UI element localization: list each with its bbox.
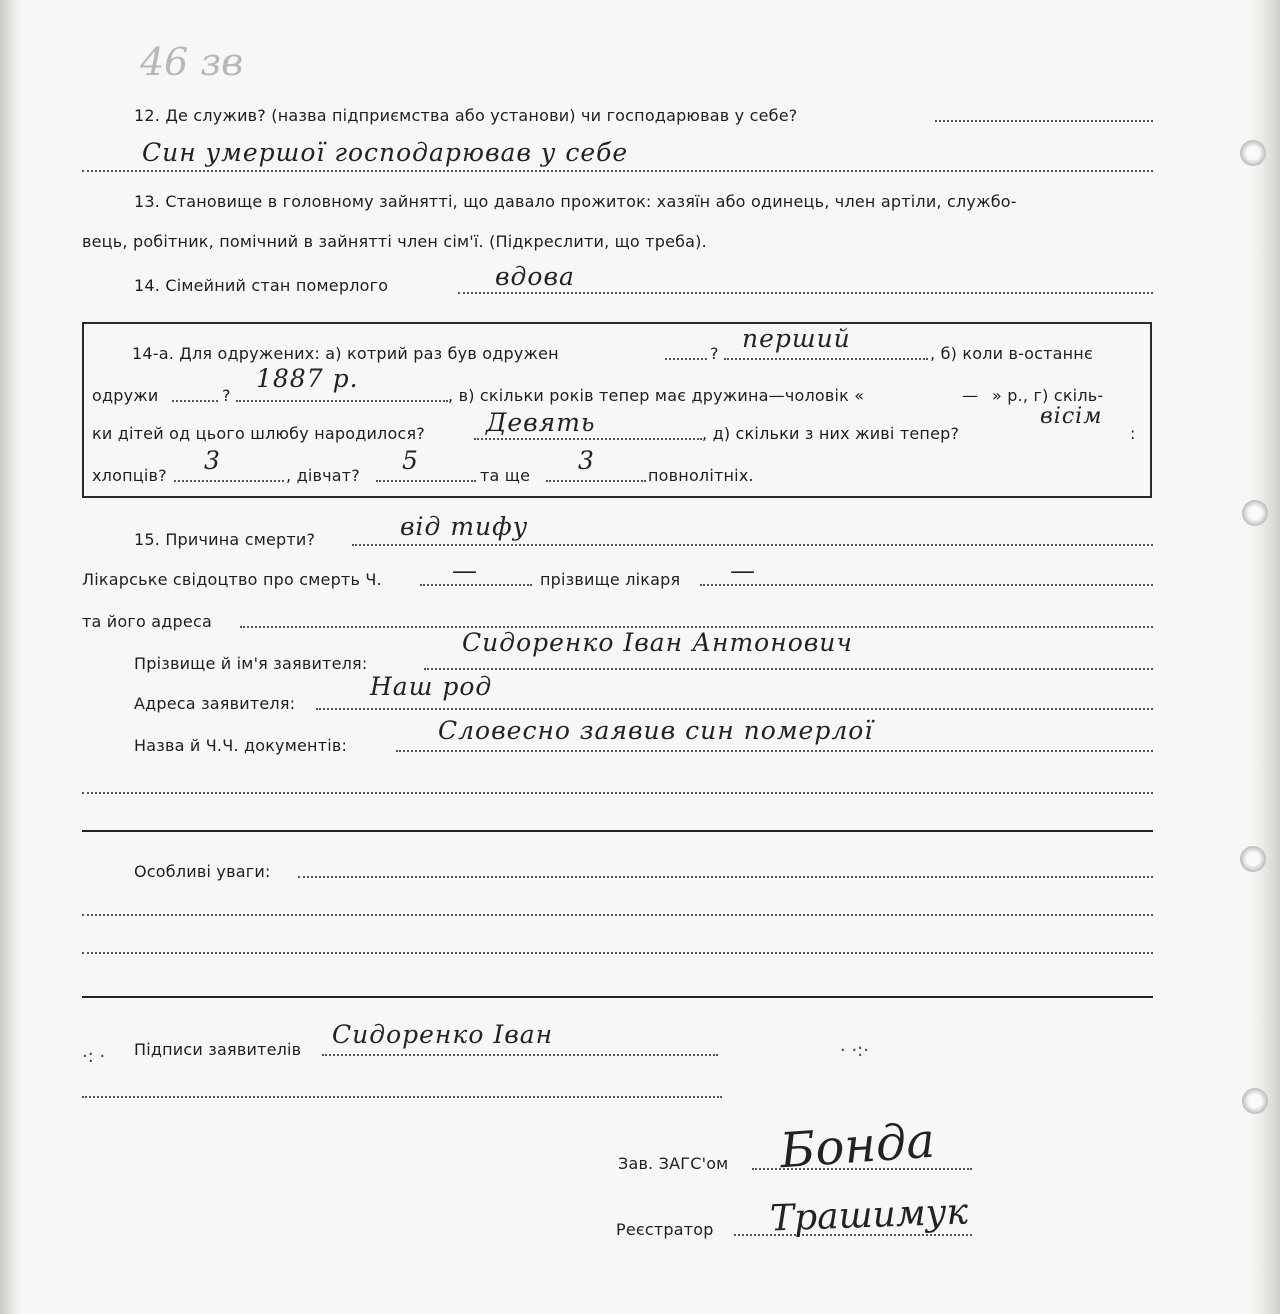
- q15-answer-line: [352, 544, 1153, 546]
- notes-label: Особливі уваги:: [134, 862, 271, 881]
- q14-answer-line: [458, 292, 1153, 294]
- medical-cert-value: —: [452, 556, 478, 585]
- applicant-name-label: Прізвище й ім'я заявителя:: [134, 654, 368, 673]
- q14a-text-e2: :: [1130, 424, 1136, 443]
- section-divider-2: [82, 996, 1153, 998]
- q14a-text-c2: » р., г) скіль-: [992, 386, 1104, 405]
- notes-line-3: [82, 952, 1153, 954]
- signatures-head-sig: Бонда: [778, 1112, 937, 1180]
- applicant-docs-label: Назва й Ч.Ч. документів:: [134, 736, 348, 755]
- signatures-applicant-line-2: [82, 1096, 722, 1098]
- q14a-line-g: [376, 480, 476, 482]
- medical-address-label: та його адреса: [82, 612, 212, 631]
- q14a-answer-e: вісім: [1040, 404, 1103, 429]
- signatures-head-label: Зав. ЗАГС'ом: [618, 1154, 729, 1173]
- signatures-registrar-sig: Трашимук: [769, 1191, 969, 1240]
- q14a-text-f: хлопців?: [92, 466, 167, 485]
- q14a-text-d: ки дітей од цього шлюбу народилося?: [92, 424, 425, 443]
- applicant-address-line: [316, 708, 1153, 710]
- q14a-line-h: [546, 480, 646, 482]
- q14-answer: вдова: [495, 262, 575, 291]
- q14a-answer-h: 3: [578, 446, 595, 475]
- q15-label: 15. Причина смерти?: [134, 530, 316, 549]
- applicant-docs-value: Словесно заявив син померлої: [438, 716, 874, 745]
- q14a-line-f: [174, 480, 284, 482]
- page-left-edge-shadow: [0, 0, 22, 1314]
- applicant-address-value: Наш род: [370, 672, 493, 701]
- binder-hole-4: [1242, 1088, 1268, 1114]
- q12-answer: Син умершої господарював у себе: [142, 138, 629, 167]
- binder-hole-1: [1240, 140, 1266, 166]
- medical-cert-label: Лікарське свідоцтво про смерть Ч.: [82, 570, 382, 589]
- q14a-text-i: повнолітніх.: [648, 466, 754, 485]
- q14a-text-a: 14-а. Для одружених: а) котрий раз був одружен: [132, 344, 559, 363]
- q14a-qmark-b: ?: [222, 386, 231, 405]
- q12-blank-line: [935, 120, 1153, 122]
- q14a-answer-a: перший: [742, 324, 851, 353]
- q14a-line-a2: [724, 358, 928, 360]
- q14a-answer-b: 1887 р.: [256, 364, 359, 393]
- q14a-text-h: та ще: [480, 466, 531, 485]
- q14a-answer-d: Девять: [486, 408, 596, 437]
- q14-label: 14. Сімейний стан померлого: [134, 276, 389, 295]
- q15-answer: від тифу: [400, 512, 529, 541]
- q14a-qmark-a: ?: [710, 344, 719, 363]
- ink-smudge-left: ·: ·: [82, 1046, 106, 1067]
- applicant-name-value: Сидоренко Іван Антонович: [462, 628, 853, 657]
- q14a-line-d: [474, 438, 702, 440]
- q14a-answer-c: —: [962, 386, 979, 405]
- medical-doctor-line: [700, 584, 1153, 586]
- applicant-docs-line-2: [82, 792, 1153, 794]
- q13-line2: вець, робітник, помічний в зайнятті член сім'ї. (Підкреслити, що треба).: [82, 232, 707, 251]
- q14a-text-c: , в) скільки років тепер має дружина—чоловік «: [448, 386, 865, 405]
- notes-line-1: [298, 876, 1153, 878]
- q14a-line-b1: [172, 400, 218, 402]
- medical-doctor-value: —: [730, 556, 756, 585]
- notes-line-2: [82, 914, 1153, 916]
- q12-label: 12. Де служив? (назва підприємства або установи) чи господарював у себе?: [134, 106, 798, 125]
- q14a-line-a1: [665, 358, 707, 360]
- binder-hole-2: [1242, 500, 1268, 526]
- q14a-text-b2: одружи: [92, 386, 159, 405]
- q14a-text-b: , б) коли в-останнє: [930, 344, 1093, 363]
- q14a-text-g: , дівчат?: [286, 466, 360, 485]
- signatures-applicant-value: Сидоренко Іван: [332, 1020, 554, 1049]
- q14a-text-e: , д) скільки з них живі тепер?: [702, 424, 960, 443]
- applicant-name-line: [424, 668, 1153, 670]
- page-right-edge-shadow: [1250, 0, 1280, 1314]
- signatures-applicant-label: Підписи заявителів: [134, 1040, 302, 1059]
- applicant-docs-line: [396, 750, 1153, 752]
- signatures-registrar-label: Реєстратор: [616, 1220, 714, 1239]
- archive-note: 46 зв: [140, 40, 244, 84]
- q14a-answer-f: 3: [204, 446, 221, 475]
- binder-hole-3: [1240, 846, 1266, 872]
- signatures-applicant-line: [322, 1054, 718, 1056]
- ink-smudge-right: · ·:·: [840, 1040, 869, 1061]
- applicant-address-label: Адреса заявителя:: [134, 694, 296, 713]
- medical-doctor-label: прізвище лікаря: [540, 570, 681, 589]
- q14a-answer-g: 5: [402, 446, 419, 475]
- q13-line1: 13. Становище в головному зайнятті, що давало прожиток: хазяїн або одинець, член артіли, службо-: [134, 192, 1017, 211]
- q12-answer-line: [82, 170, 1153, 172]
- section-divider-1: [82, 830, 1153, 832]
- q14a-line-b2: [236, 400, 448, 402]
